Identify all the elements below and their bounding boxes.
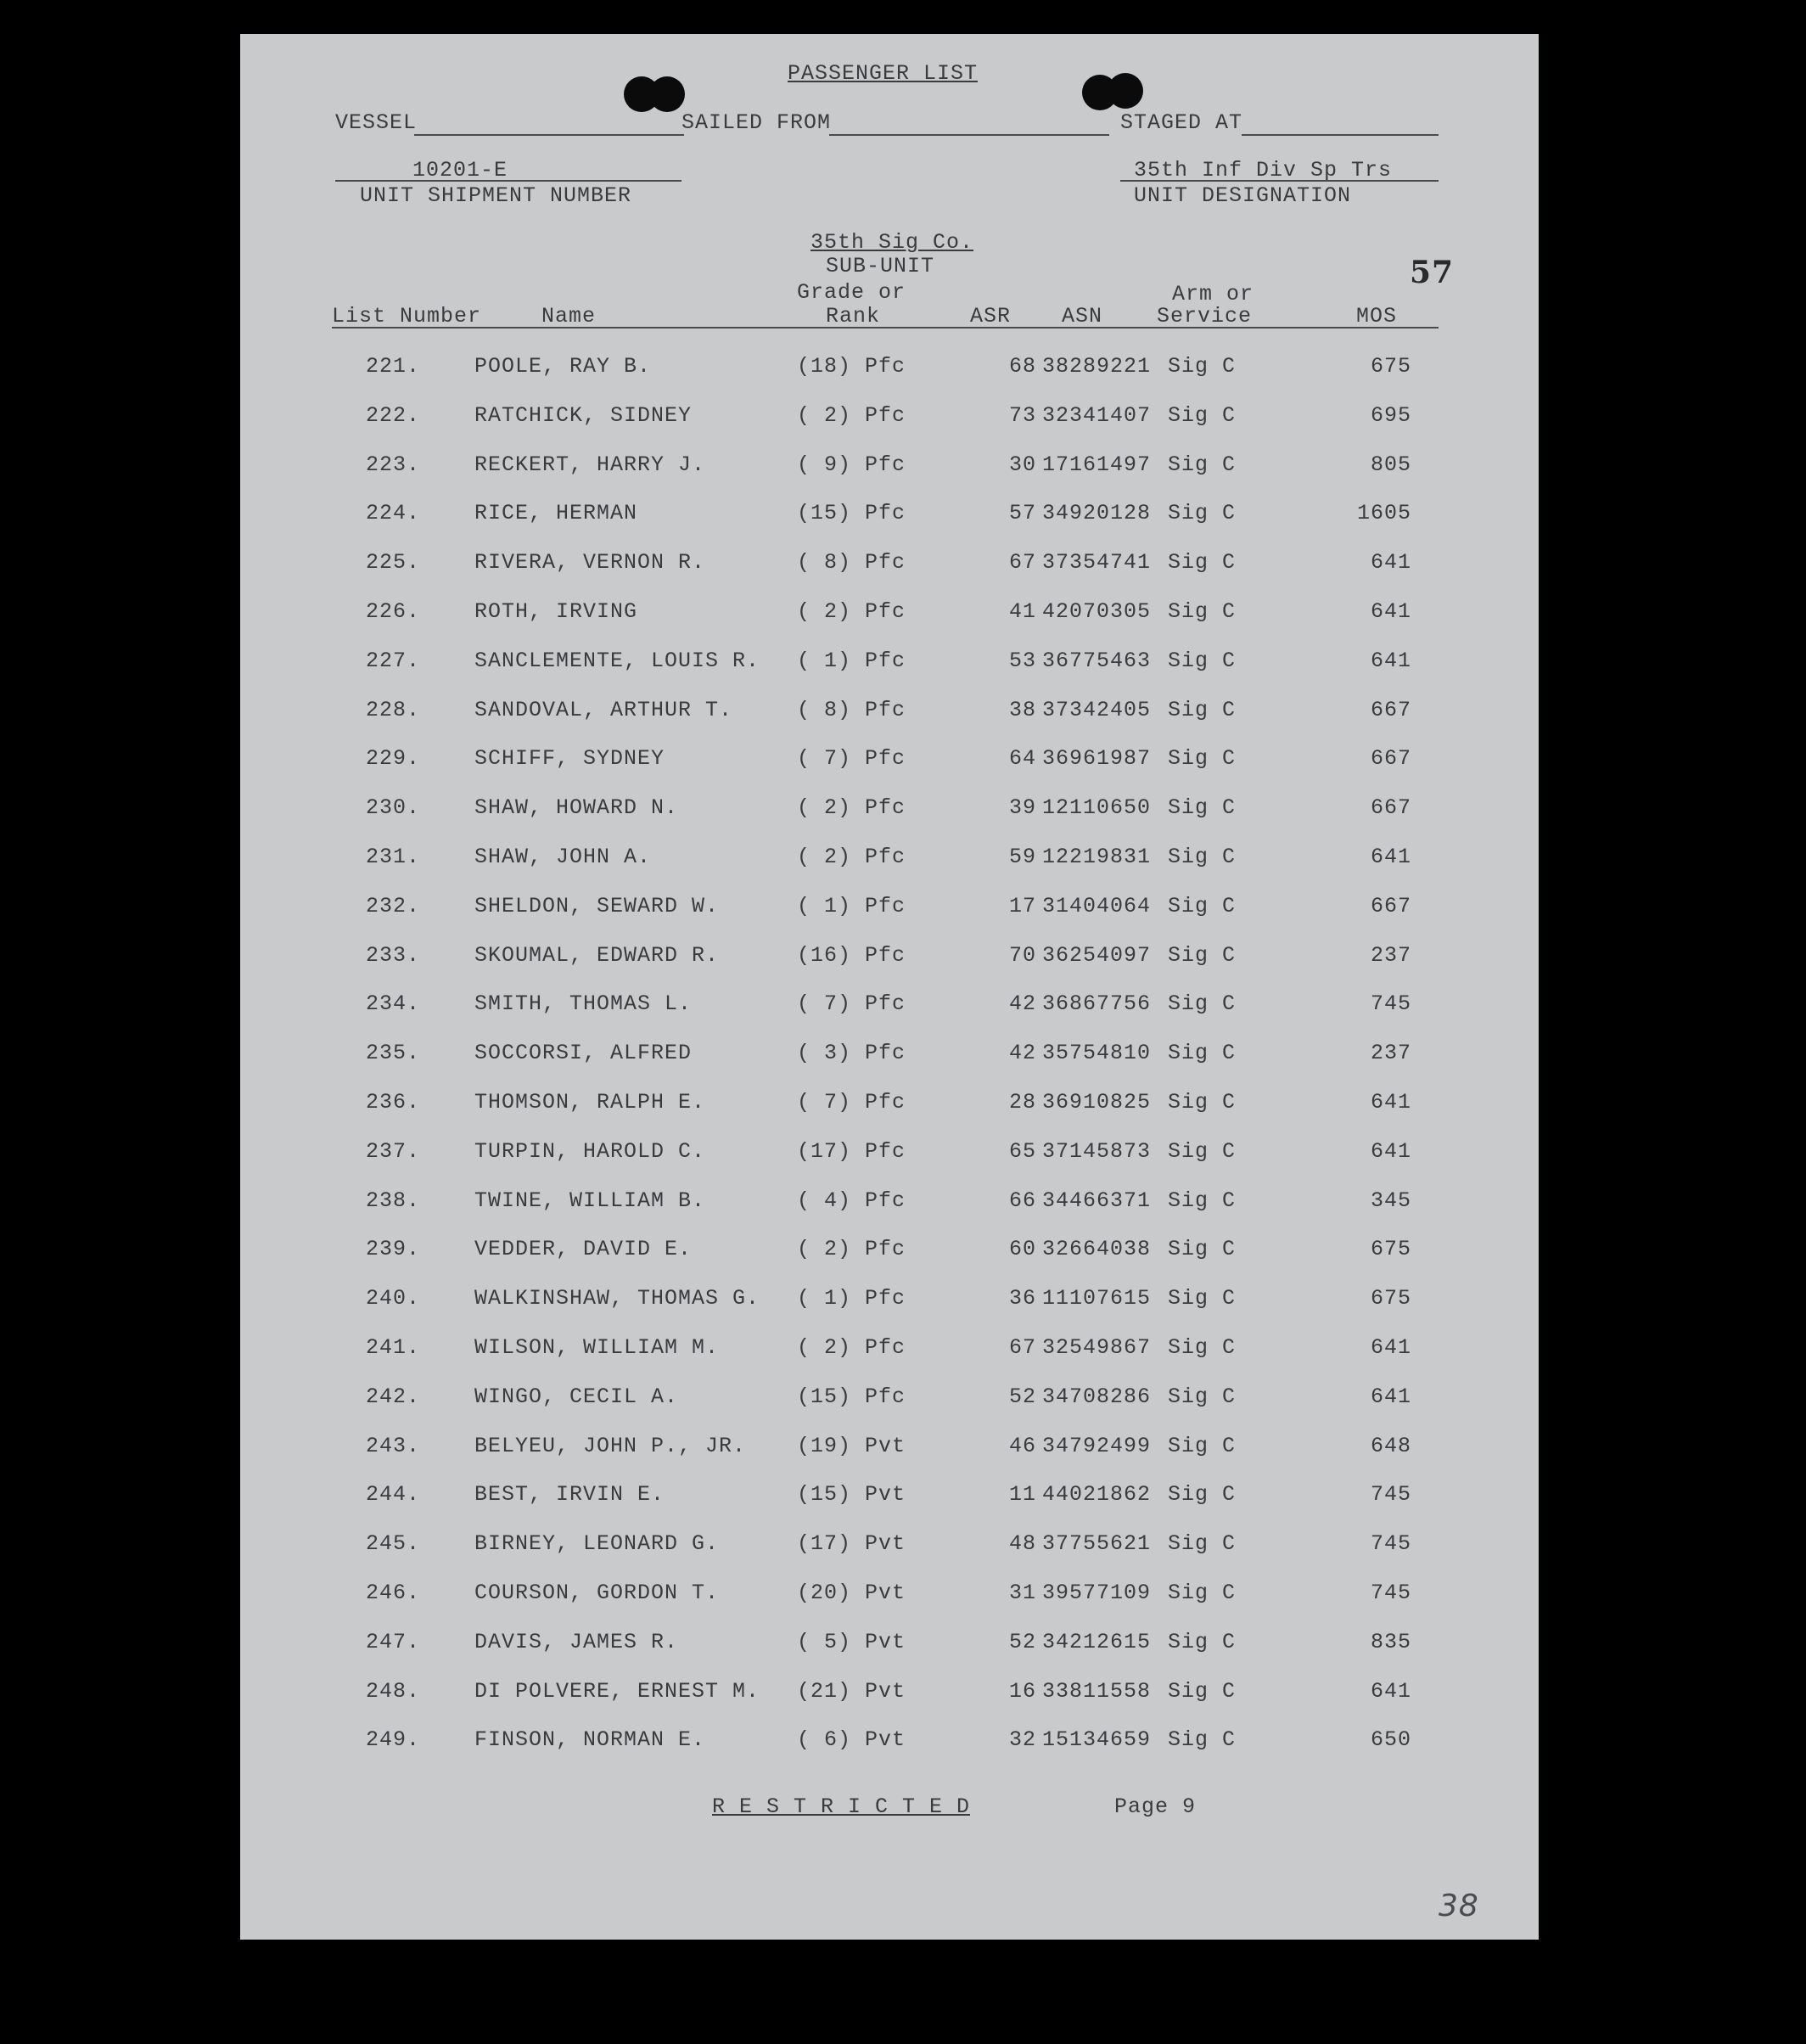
table-row (240, 1188, 1539, 1222)
form-title: PASSENGER LIST (788, 61, 979, 86)
row-asn: 44021862 (1042, 1482, 1152, 1508)
row-mos: 650 (1370, 1727, 1411, 1753)
unit-shipment-number: 10201-E (412, 158, 508, 182)
row-asr: 41 (1008, 599, 1036, 624)
row-arm: Sig C (1168, 1727, 1237, 1753)
row-name: WILSON, WILLIAM M. (474, 1335, 720, 1360)
row-asr: 68 (1008, 354, 1036, 379)
row-mos: 641 (1370, 1090, 1411, 1115)
vessel-label: VESSEL (335, 110, 418, 135)
row-asn: 33811558 (1042, 1678, 1152, 1704)
col-list-number: List Number (332, 304, 482, 328)
row-list-number: 235. (366, 1041, 421, 1066)
row-asn: 34212615 (1042, 1629, 1152, 1654)
vessel-blank (414, 134, 684, 136)
row-mos: 745 (1370, 991, 1411, 1017)
row-asn: 37342405 (1042, 697, 1152, 722)
unit-designation: 35th Inf Div Sp Trs (1134, 158, 1393, 182)
row-grade: (17) Pfc (797, 1138, 906, 1164)
row-mos: 641 (1370, 1678, 1411, 1704)
table-row (240, 501, 1539, 535)
row-asr: 59 (1008, 845, 1036, 869)
row-list-number: 248. (366, 1678, 421, 1704)
row-list-number: 239. (366, 1237, 421, 1262)
col-name: Name (541, 304, 597, 328)
row-list-number: 234. (366, 991, 421, 1017)
col-asr: ASR (970, 304, 1012, 328)
row-list-number: 229. (366, 746, 421, 772)
row-grade: ( 7) Pfc (797, 1090, 906, 1115)
row-grade: (15) Pvt (797, 1482, 906, 1508)
ink-blot (649, 76, 685, 112)
row-asr: 31 (1008, 1581, 1036, 1605)
unit-shipment-rule (335, 180, 681, 182)
row-asn: 35754810 (1042, 1041, 1152, 1066)
table-row (240, 1335, 1539, 1369)
col-arm-line1: Arm or (1172, 282, 1254, 306)
unit-designation-label: UNIT DESIGNATION (1134, 183, 1352, 208)
row-arm: Sig C (1168, 1433, 1237, 1458)
row-arm: Sig C (1168, 893, 1237, 918)
row-list-number: 249. (366, 1727, 421, 1753)
row-asn: 31404064 (1042, 893, 1152, 918)
row-mos: 641 (1370, 648, 1411, 673)
row-list-number: 226. (366, 599, 421, 624)
row-arm: Sig C (1168, 1581, 1237, 1605)
header-rule (332, 327, 1439, 328)
row-asr: 16 (1008, 1678, 1036, 1704)
row-mos: 667 (1370, 893, 1411, 918)
row-asn: 42070305 (1042, 599, 1152, 624)
row-mos: 641 (1370, 550, 1411, 576)
row-asn: 32549867 (1042, 1335, 1152, 1360)
row-list-number: 245. (366, 1531, 421, 1557)
row-asn: 36254097 (1042, 942, 1152, 968)
row-name: SHELDON, SEWARD W. (474, 893, 720, 918)
col-grade-line2: Rank (826, 304, 881, 328)
row-arm: Sig C (1168, 402, 1237, 428)
row-mos: 675 (1370, 1237, 1411, 1262)
row-name: TWINE, WILLIAM B. (474, 1188, 706, 1213)
row-arm: Sig C (1168, 991, 1237, 1017)
row-asr: 67 (1008, 550, 1036, 576)
row-asr: 73 (1008, 402, 1036, 428)
row-asn: 34708286 (1042, 1384, 1152, 1409)
row-list-number: 231. (366, 845, 421, 869)
row-asr: 30 (1008, 452, 1036, 477)
table-row (240, 1679, 1539, 1713)
row-arm: Sig C (1168, 1286, 1237, 1311)
row-list-number: 228. (366, 697, 421, 722)
row-asr: 48 (1008, 1531, 1036, 1557)
row-name: WINGO, CECIL A. (474, 1384, 679, 1409)
row-list-number: 243. (366, 1433, 421, 1458)
row-mos: 745 (1370, 1581, 1411, 1605)
row-arm: Sig C (1168, 1188, 1237, 1213)
row-arm: Sig C (1168, 501, 1237, 526)
row-arm: Sig C (1168, 550, 1237, 576)
row-name: SOCCORSI, ALFRED (474, 1041, 693, 1066)
row-name: ROTH, IRVING (474, 599, 638, 624)
table-row (240, 1286, 1539, 1320)
row-asr: 53 (1008, 648, 1036, 673)
row-mos: 641 (1370, 1138, 1411, 1164)
row-asr: 17 (1008, 893, 1036, 918)
table-row (240, 649, 1539, 682)
row-grade: ( 7) Pfc (797, 991, 906, 1017)
row-list-number: 221. (366, 354, 421, 379)
row-arm: Sig C (1168, 1384, 1237, 1409)
row-name: FINSON, NORMAN E. (474, 1727, 706, 1753)
row-grade: (18) Pfc (797, 354, 906, 379)
row-arm: Sig C (1168, 1629, 1237, 1654)
sailed-from-label: SAILED FROM (681, 110, 832, 135)
row-grade: ( 5) Pvt (797, 1629, 906, 1654)
row-grade: ( 8) Pfc (797, 550, 906, 576)
row-asn: 36775463 (1042, 648, 1152, 673)
staged-at-blank (1242, 134, 1439, 136)
row-name: RIVERA, VERNON R. (474, 550, 706, 576)
row-asr: 64 (1008, 746, 1036, 772)
row-asr: 52 (1008, 1384, 1036, 1409)
row-asn: 34466371 (1042, 1188, 1152, 1213)
table-row (240, 894, 1539, 928)
row-asn: 37755621 (1042, 1531, 1152, 1557)
row-grade: ( 1) Pfc (797, 648, 906, 673)
col-arm-line2: Service (1157, 304, 1253, 328)
row-asn: 12219831 (1042, 845, 1152, 869)
row-mos: 675 (1370, 354, 1411, 379)
row-asn: 36867756 (1042, 991, 1152, 1017)
row-arm: Sig C (1168, 746, 1237, 772)
row-grade: (17) Pvt (797, 1531, 906, 1557)
row-arm: Sig C (1168, 697, 1237, 722)
table-row (240, 1581, 1539, 1614)
row-grade: (21) Pvt (797, 1678, 906, 1704)
row-arm: Sig C (1168, 1090, 1237, 1115)
row-mos: 675 (1370, 1286, 1411, 1311)
row-arm: Sig C (1168, 1138, 1237, 1164)
row-arm: Sig C (1168, 845, 1237, 869)
row-grade: ( 2) Pfc (797, 402, 906, 428)
row-asr: 65 (1008, 1138, 1036, 1164)
row-list-number: 232. (366, 893, 421, 918)
table-row (240, 550, 1539, 584)
row-grade: (20) Pvt (797, 1581, 906, 1605)
row-arm: Sig C (1168, 354, 1237, 379)
row-mos: 667 (1370, 795, 1411, 821)
table-row (240, 943, 1539, 977)
unit-shipment-number-label: UNIT SHIPMENT NUMBER (360, 183, 632, 208)
row-list-number: 246. (366, 1581, 421, 1605)
row-arm: Sig C (1168, 795, 1237, 821)
row-list-number: 224. (366, 501, 421, 526)
row-grade: (15) Pfc (797, 501, 906, 526)
row-asr: 11 (1008, 1482, 1036, 1508)
row-name: WALKINSHAW, THOMAS G. (474, 1286, 760, 1311)
row-mos: 237 (1370, 1041, 1411, 1066)
row-asn: 11107615 (1042, 1286, 1152, 1311)
table-row (240, 795, 1539, 829)
row-arm: Sig C (1168, 1678, 1237, 1704)
row-grade: ( 2) Pfc (797, 1335, 906, 1360)
row-name: SANDOVAL, ARTHUR T. (474, 697, 733, 722)
row-asr: 46 (1008, 1433, 1036, 1458)
table-row (240, 1727, 1539, 1761)
table-row (240, 991, 1539, 1025)
row-asr: 39 (1008, 795, 1036, 821)
row-list-number: 240. (366, 1286, 421, 1311)
staged-at-label: STAGED AT (1120, 110, 1243, 135)
document-page (240, 34, 1539, 1940)
row-name: RECKERT, HARRY J. (474, 452, 706, 477)
row-asr: 28 (1008, 1090, 1036, 1115)
row-list-number: 242. (366, 1384, 421, 1409)
col-asn: ASN (1062, 304, 1103, 328)
table-row (240, 599, 1539, 633)
row-grade: ( 8) Pfc (797, 697, 906, 722)
table-row (240, 845, 1539, 879)
row-grade: ( 3) Pfc (797, 1041, 906, 1066)
row-name: BELYEU, JOHN P., JR. (474, 1433, 747, 1458)
row-name: RICE, HERMAN (474, 501, 638, 526)
row-mos: 835 (1370, 1629, 1411, 1654)
row-name: DI POLVERE, ERNEST M. (474, 1678, 760, 1704)
table-row (240, 1531, 1539, 1565)
sub-unit-label: SUB-UNIT (826, 254, 935, 278)
row-name: SKOUMAL, EDWARD R. (474, 942, 720, 968)
row-grade: (19) Pvt (797, 1433, 906, 1458)
sub-unit: 35th Sig Co. (810, 230, 974, 255)
col-mos: MOS (1356, 304, 1398, 328)
table-row (240, 1139, 1539, 1173)
row-asn: 12110650 (1042, 795, 1152, 821)
row-asr: 60 (1008, 1237, 1036, 1262)
row-list-number: 227. (366, 648, 421, 673)
row-asn: 34792499 (1042, 1433, 1152, 1458)
row-list-number: 230. (366, 795, 421, 821)
row-asr: 42 (1008, 1041, 1036, 1066)
row-asr: 32 (1008, 1727, 1036, 1753)
row-asn: 37354741 (1042, 550, 1152, 576)
row-grade: (16) Pfc (797, 942, 906, 968)
row-mos: 345 (1370, 1188, 1411, 1213)
table-row (240, 1384, 1539, 1418)
table-row (240, 1482, 1539, 1516)
row-mos: 641 (1370, 1384, 1411, 1409)
row-name: SANCLEMENTE, LOUIS R. (474, 648, 760, 673)
row-grade: ( 1) Pfc (797, 1286, 906, 1311)
row-arm: Sig C (1168, 1482, 1237, 1508)
row-arm: Sig C (1168, 942, 1237, 968)
row-asn: 32341407 (1042, 402, 1152, 428)
row-list-number: 247. (366, 1629, 421, 1654)
row-mos: 641 (1370, 1335, 1411, 1360)
unit-designation-rule (1120, 180, 1439, 182)
row-arm: Sig C (1168, 452, 1237, 477)
row-asr: 42 (1008, 991, 1036, 1017)
page-stamp: 57 (1410, 255, 1455, 290)
row-name: SHAW, JOHN A. (474, 845, 652, 869)
row-list-number: 237. (366, 1138, 421, 1164)
table-row (240, 1434, 1539, 1468)
row-mos: 667 (1370, 746, 1411, 772)
row-list-number: 236. (366, 1090, 421, 1115)
table-row (240, 698, 1539, 732)
handwritten-note: 38 (1439, 1889, 1479, 1923)
row-mos: 745 (1370, 1482, 1411, 1508)
table-row (240, 403, 1539, 437)
row-list-number: 223. (366, 452, 421, 477)
row-asr: 67 (1008, 1335, 1036, 1360)
row-asn: 36910825 (1042, 1090, 1152, 1115)
row-name: BEST, IRVIN E. (474, 1482, 665, 1508)
row-mos: 237 (1370, 942, 1411, 968)
row-arm: Sig C (1168, 1237, 1237, 1262)
col-grade-line1: Grade or (797, 280, 906, 305)
row-list-number: 238. (366, 1188, 421, 1213)
row-asr: 36 (1008, 1286, 1036, 1311)
row-mos: 641 (1370, 599, 1411, 624)
row-mos: 667 (1370, 697, 1411, 722)
row-asr: 38 (1008, 697, 1036, 722)
row-mos: 745 (1370, 1531, 1411, 1557)
row-asr: 52 (1008, 1629, 1036, 1654)
sailed-from-blank (829, 134, 1109, 136)
row-name: COURSON, GORDON T. (474, 1581, 720, 1605)
row-arm: Sig C (1168, 599, 1237, 624)
row-asr: 66 (1008, 1188, 1036, 1213)
row-grade: ( 7) Pfc (797, 746, 906, 772)
row-name: POOLE, RAY B. (474, 354, 652, 379)
row-grade: ( 2) Pfc (797, 845, 906, 869)
row-grade: ( 9) Pfc (797, 452, 906, 477)
row-name: THOMSON, RALPH E. (474, 1090, 706, 1115)
row-arm: Sig C (1168, 648, 1237, 673)
row-asn: 17161497 (1042, 452, 1152, 477)
row-name: BIRNEY, LEONARD G. (474, 1531, 720, 1557)
row-name: RATCHICK, SIDNEY (474, 402, 693, 428)
row-mos: 1605 (1356, 501, 1411, 526)
row-name: SHAW, HOWARD N. (474, 795, 679, 821)
table-row (240, 746, 1539, 780)
row-grade: ( 1) Pfc (797, 893, 906, 918)
row-asn: 36961987 (1042, 746, 1152, 772)
table-row (240, 452, 1539, 486)
ink-blot (1108, 73, 1143, 109)
row-grade: ( 2) Pfc (797, 599, 906, 624)
row-asn: 37145873 (1042, 1138, 1152, 1164)
row-asn: 39577109 (1042, 1581, 1152, 1605)
row-name: DAVIS, JAMES R. (474, 1629, 679, 1654)
row-asr: 70 (1008, 942, 1036, 968)
table-row (240, 1041, 1539, 1075)
row-arm: Sig C (1168, 1041, 1237, 1066)
row-asr: 57 (1008, 501, 1036, 526)
table-row (240, 1090, 1539, 1124)
row-mos: 648 (1370, 1433, 1411, 1458)
row-list-number: 225. (366, 550, 421, 576)
row-grade: ( 2) Pfc (797, 795, 906, 821)
table-row (240, 354, 1539, 388)
row-grade: ( 4) Pfc (797, 1188, 906, 1213)
row-arm: Sig C (1168, 1531, 1237, 1557)
table-row (240, 1630, 1539, 1664)
row-name: TURPIN, HAROLD C. (474, 1138, 706, 1164)
row-mos: 695 (1370, 402, 1411, 428)
row-grade: ( 2) Pfc (797, 1237, 906, 1262)
row-list-number: 241. (366, 1335, 421, 1360)
row-asn: 15134659 (1042, 1727, 1152, 1753)
row-mos: 805 (1370, 452, 1411, 477)
classification-marking: R E S T R I C T E D (712, 1794, 971, 1819)
row-name: VEDDER, DAVID E. (474, 1237, 693, 1262)
row-asn: 34920128 (1042, 501, 1152, 526)
row-list-number: 244. (366, 1482, 421, 1508)
row-arm: Sig C (1168, 1335, 1237, 1360)
row-asn: 32664038 (1042, 1237, 1152, 1262)
row-name: SCHIFF, SYDNEY (474, 746, 665, 772)
row-mos: 641 (1370, 845, 1411, 869)
row-grade: (15) Pfc (797, 1384, 906, 1409)
row-asn: 38289221 (1042, 354, 1152, 379)
page-number: Page 9 (1114, 1794, 1197, 1819)
row-list-number: 222. (366, 402, 421, 428)
row-list-number: 233. (366, 942, 421, 968)
row-grade: ( 6) Pvt (797, 1727, 906, 1753)
table-row (240, 1237, 1539, 1271)
row-name: SMITH, THOMAS L. (474, 991, 693, 1017)
